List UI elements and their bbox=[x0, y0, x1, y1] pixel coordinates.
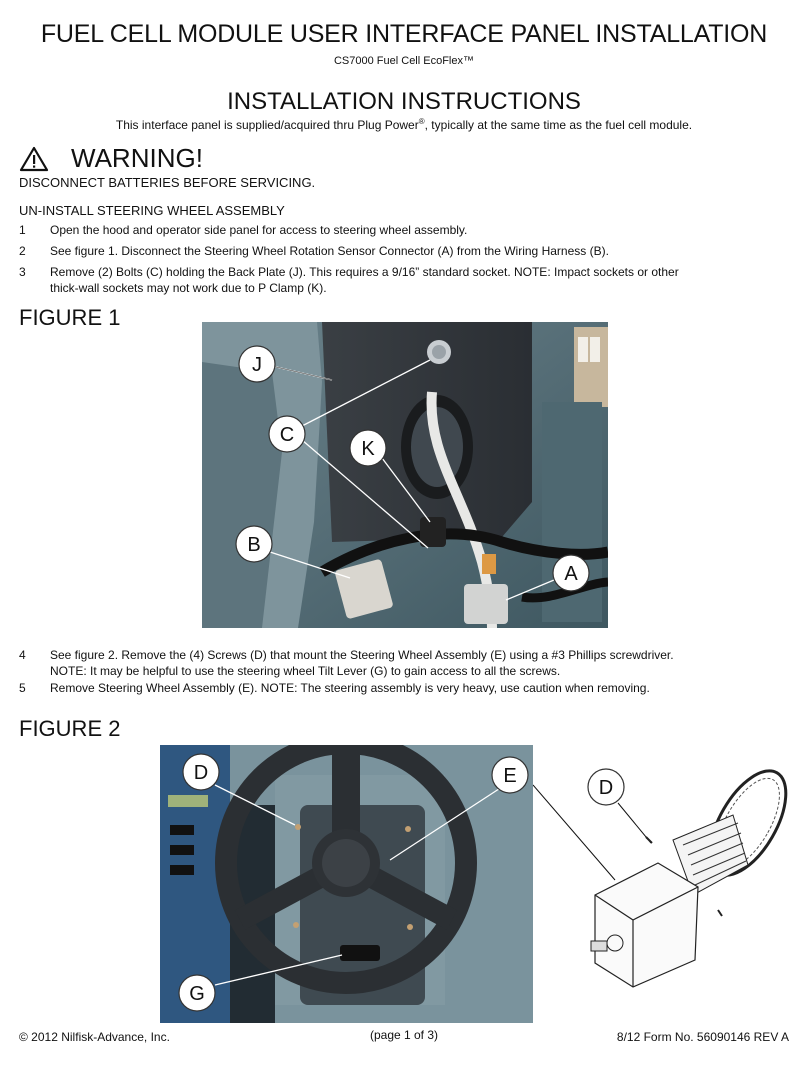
step-5 bbox=[19, 680, 699, 696]
callout-j bbox=[239, 346, 275, 382]
figure-1-label: FIGURE 1 bbox=[19, 305, 121, 330]
footer-copyright: © 2012 Nilﬁsk-Advance, Inc. bbox=[19, 1030, 170, 1044]
steering-assembly-diagram bbox=[533, 745, 793, 995]
step-text: Remove Steering Wheel Assembly (E). NOTE: The steering assembly is very heavy, use caution when removing. bbox=[50, 681, 650, 695]
step-4-note bbox=[19, 663, 699, 679]
footer-page-number: (page 1 of 3) bbox=[369, 1028, 439, 1042]
instructions-intro bbox=[0, 117, 808, 132]
callout-e-label: E bbox=[503, 765, 517, 787]
callout-c bbox=[269, 416, 305, 452]
document-subtitle: CS7000 Fuel Cell EcoFlex™ bbox=[333, 55, 474, 67]
figure-1-illustration bbox=[202, 322, 608, 628]
warning-text: DISCONNECT BATTERIES BEFORE SERVICING. bbox=[19, 175, 316, 190]
intro-text-pre: This interface panel is supplied/acquired thru Plug Power bbox=[115, 118, 419, 132]
callout-e bbox=[492, 757, 528, 793]
step-4 bbox=[19, 647, 699, 663]
callout-a-label: A bbox=[564, 563, 578, 585]
callout-j-label: J bbox=[252, 354, 262, 376]
figure-2-label: FIGURE 2 bbox=[19, 716, 121, 741]
step-2 bbox=[19, 243, 699, 259]
figure-2-photo bbox=[160, 745, 533, 1023]
callout-c-label: C bbox=[279, 424, 295, 446]
registered-mark: ® bbox=[418, 117, 425, 126]
callout-k bbox=[350, 430, 386, 466]
step-text: Remove (2) Bolts (C) holding the Back Plate (J). This requires a 9/16” standard socket. NOTE: Impact sockets or other thick-wall sockets may not work due to P Clamp (K). bbox=[50, 265, 679, 295]
step-text: See ﬁgure 2. Remove the (4) Screws (D) that mount the Steering Wheel Assembly (E) using a #3 Phillips screwdriver. bbox=[50, 648, 674, 662]
figure-1-photo bbox=[202, 322, 608, 628]
callout-d bbox=[183, 754, 219, 790]
step-number: 5 bbox=[19, 681, 26, 695]
step-text: See ﬁgure 1. Disconnect the Steering Wheel Rotation Sensor Connector (A) from the Wiring Harness (B). bbox=[50, 244, 609, 258]
callout-g-label: G bbox=[189, 983, 205, 1005]
callout-b bbox=[236, 526, 272, 562]
document-title: FUEL CELL MODULE USER INTERFACE PANEL INSTALLATION bbox=[40, 20, 768, 48]
step-text: Open the hood and operator side panel for access to steering wheel assembly. bbox=[50, 223, 468, 237]
warning-triangle-icon bbox=[19, 146, 49, 172]
step-1 bbox=[19, 222, 699, 238]
step-3 bbox=[19, 264, 699, 296]
section-heading-uninstall: UN-INSTALL STEERING WHEEL ASSEMBLY bbox=[19, 203, 285, 218]
step-number: 3 bbox=[19, 265, 26, 279]
callout-k-label: K bbox=[361, 438, 375, 460]
callout-a bbox=[553, 555, 589, 591]
step-number: 4 bbox=[19, 648, 26, 662]
callout-b-label: B bbox=[247, 534, 261, 556]
callout-d-label: D bbox=[193, 762, 209, 784]
diagram-callout-d bbox=[588, 769, 624, 805]
warning-heading-row bbox=[19, 143, 203, 174]
step-number bbox=[19, 663, 50, 679]
callout-g bbox=[179, 975, 215, 1011]
figure-2-diagram bbox=[533, 745, 793, 995]
step-text: NOTE: It may be helpful to use the steering wheel Tilt Lever (G) to gain access to all the screws. bbox=[50, 664, 561, 678]
step-number: 2 bbox=[19, 244, 26, 258]
intro-text-post: , typically at the same time as the fuel cell module. bbox=[424, 118, 693, 132]
figure-2-illustration bbox=[160, 745, 533, 1023]
footer-form-number: 8/12 Form No. 56090146 REV A bbox=[616, 1030, 789, 1044]
warning-heading: WARNING! bbox=[71, 143, 203, 173]
step-number: 1 bbox=[19, 223, 26, 237]
diagram-callout-d-label: D bbox=[598, 777, 614, 799]
instructions-title: INSTALLATION INSTRUCTIONS bbox=[227, 88, 581, 115]
